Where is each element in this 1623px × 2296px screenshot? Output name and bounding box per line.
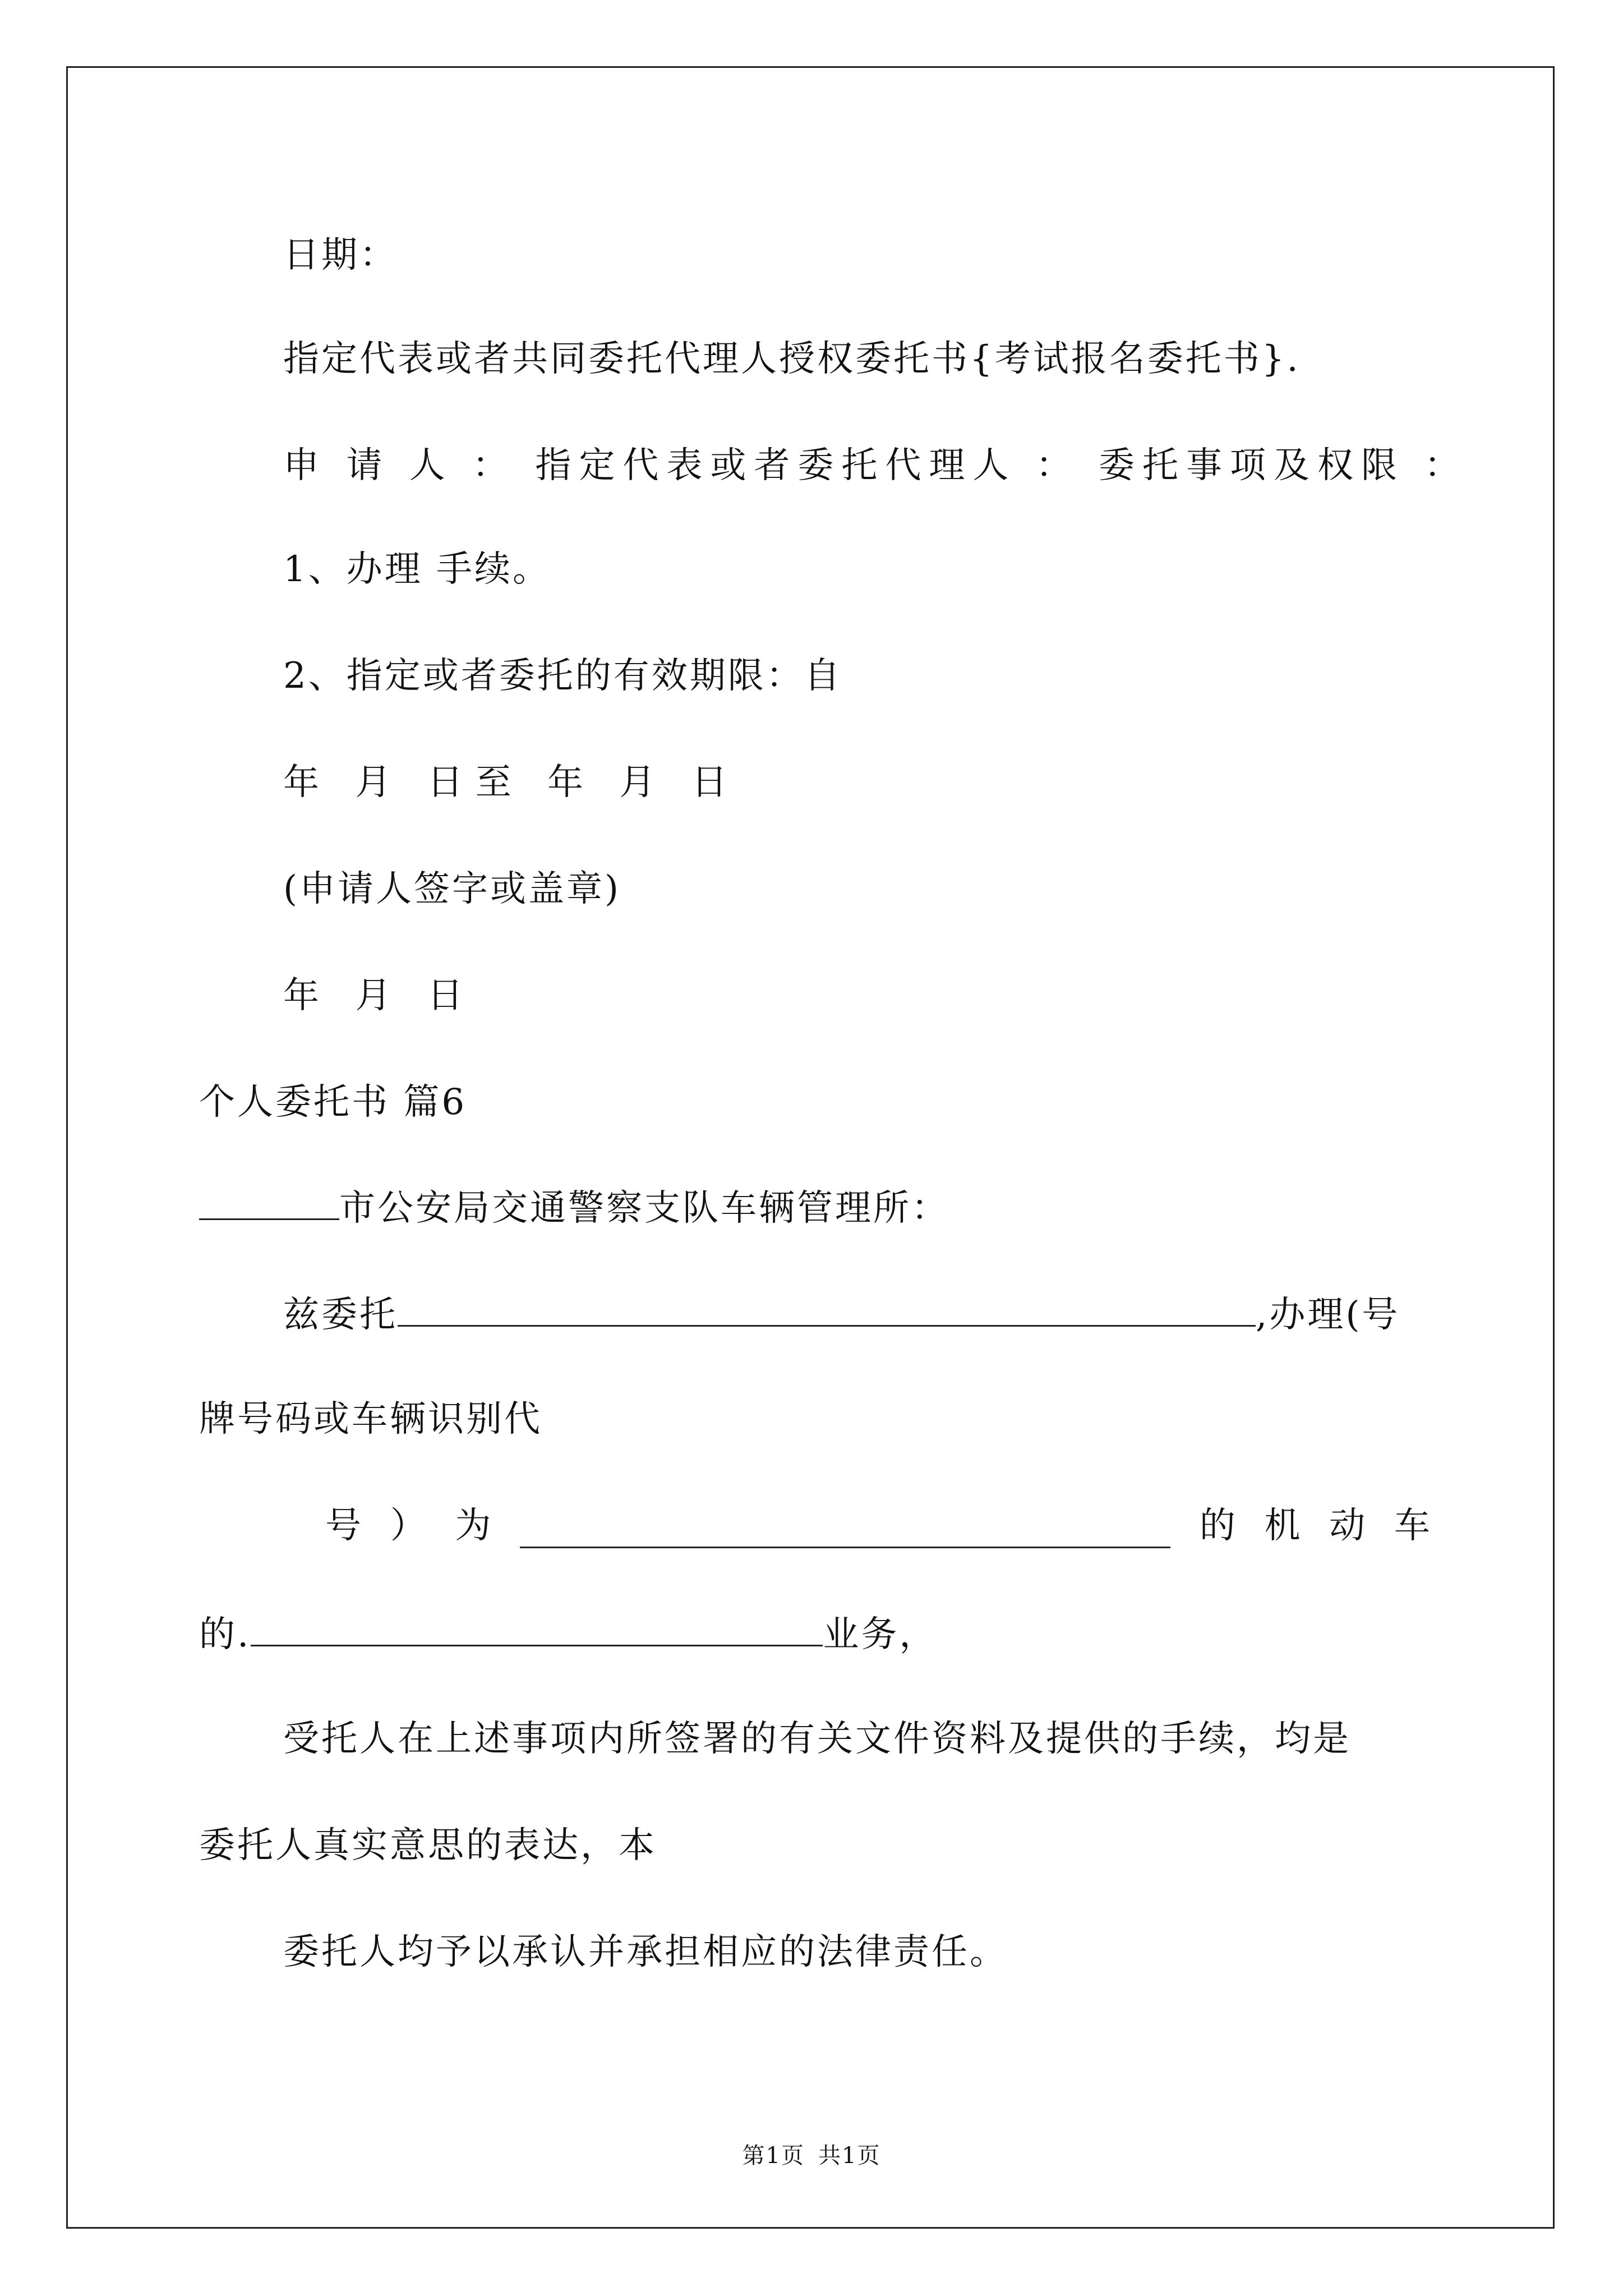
vin-word-2: ）: [390, 1505, 426, 1547]
title-line: 指定代表或者共同委托代理人授权委托书{考试报名委托书}.: [283, 338, 1301, 380]
vin-suffix-2: 机: [1264, 1505, 1301, 1547]
business-suffix: 业务，: [823, 1614, 938, 1655]
page-total: 共1页: [818, 2143, 881, 2169]
vin-blank: [520, 1512, 1170, 1548]
applicant-line: 申 请 人 ： 指定代表或者委托代理人 ： 委托事项及权限 ：: [283, 445, 1468, 486]
entrust-suffix: ,办理(号: [1256, 1294, 1400, 1336]
trustee-blank: [398, 1290, 1256, 1327]
signature-line: (申请人签字或盖章): [283, 868, 621, 910]
vin-word-1: 号: [325, 1505, 361, 1547]
entrust-prefix: 兹委托: [283, 1294, 398, 1336]
vin-word-3: 为: [455, 1505, 491, 1547]
paragraph-1-line-1: 受托人在上述事项内所签署的有关文件资料及提供的手续，均是: [283, 1718, 1351, 1760]
plate-line: 牌号码或车辆识别代: [199, 1398, 542, 1440]
business-blank: [251, 1610, 823, 1646]
vin-suffix-1: 的: [1199, 1505, 1235, 1547]
sign-date: 年 月 日: [283, 975, 476, 1016]
business-prefix: 的.: [199, 1614, 251, 1655]
vin-line: [325, 1503, 1430, 1548]
period-line: 年 月 日至 年 月 日: [283, 762, 740, 803]
section-heading: 个人委托书 篇6: [199, 1082, 467, 1123]
vin-suffix-3: 动: [1329, 1505, 1366, 1547]
item-2: 2、指定或者委托的有效期限：自: [283, 655, 842, 697]
page-border: [66, 66, 1555, 2229]
vin-suffix-4: 车: [1394, 1505, 1430, 1547]
page-footer: [0, 2142, 1623, 2170]
page-current: 第1页: [742, 2143, 805, 2169]
business-line: [199, 1610, 937, 1657]
entrust-line: [283, 1290, 1400, 1337]
addressee-suffix: 市公安局交通警察支队车辆管理所：: [339, 1188, 949, 1229]
addressee-line: [199, 1184, 949, 1231]
paragraph-2: 委托人均予以承认并承担相应的法律责任。: [283, 1931, 1008, 1973]
addressee-blank: [199, 1184, 339, 1220]
date-label: 日期：: [283, 234, 398, 276]
paragraph-1-line-2: 委托人真实意思的表达，本: [199, 1825, 657, 1866]
item-1: 1、办理 手续。: [283, 549, 551, 590]
